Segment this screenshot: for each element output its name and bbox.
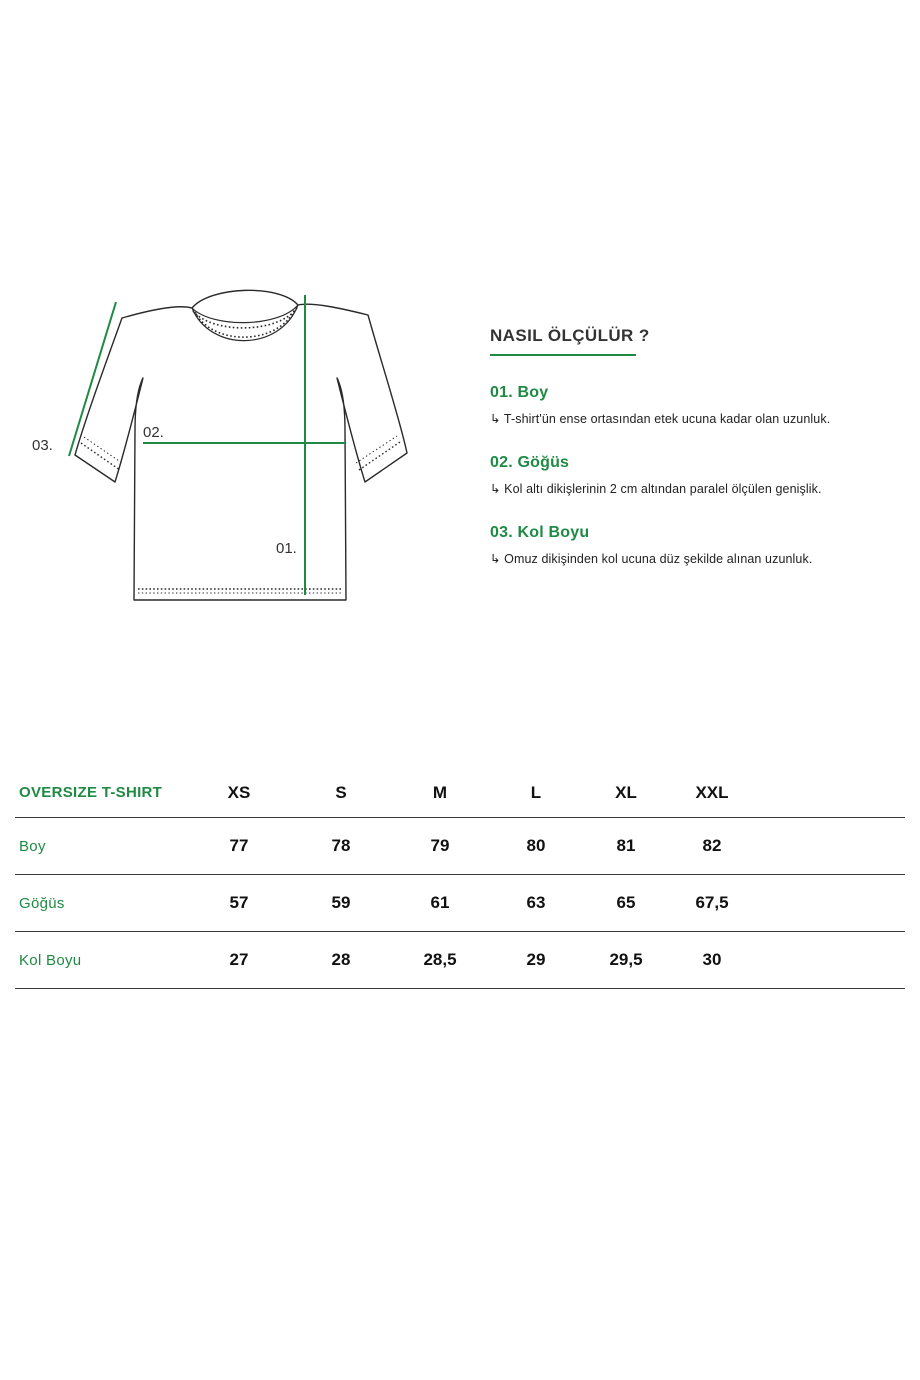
table-header-row: [15, 768, 905, 818]
table-cell: 79: [430, 836, 450, 855]
howto-desc-boy: ↳ T-shirt'ün ense ortasından etek ucuna kadar olan uzunluk.: [490, 412, 831, 426]
tshirt-outline: [75, 290, 407, 600]
howto-desc-kolboyu: ↳ Omuz dikişinden kol ucuna düz şekilde alınan uzunluk.: [490, 552, 813, 566]
row-label-boy: Boy: [19, 837, 46, 855]
measure-label-01: 01.: [276, 540, 297, 557]
howto-heading-gogus: 02. Göğüs: [490, 454, 570, 471]
table-cell: 28,5: [423, 950, 457, 969]
table-cell: 57: [229, 893, 249, 912]
table-cell: 61: [430, 893, 450, 912]
right-cuff-stitch: [359, 442, 400, 470]
col-header-l: L: [530, 782, 542, 802]
right-cuff-stitch-2: [356, 436, 397, 463]
table-cell: 63: [526, 893, 546, 912]
table-title: OVERSIZE T-SHIRT: [19, 784, 163, 801]
collar-inner-arc: [192, 305, 298, 323]
col-header-s: S: [335, 782, 347, 802]
table-cell: 59: [331, 893, 351, 912]
table-cell: 82: [702, 836, 722, 855]
table-cell: 80: [526, 836, 546, 855]
howto-item-boy: [490, 384, 892, 426]
tshirt-diagram: [32, 270, 430, 615]
tshirt-drawing-svg: [60, 270, 430, 615]
howto-item-kolboyu: [490, 524, 892, 566]
table-row-boy: [15, 818, 905, 875]
howto-heading-kolboyu: 03. Kol Boyu: [490, 524, 590, 541]
howto-section: [490, 326, 892, 566]
measure-label-03: 03.: [32, 437, 53, 454]
howto-title: NASIL ÖLÇÜLÜR ?: [490, 326, 650, 345]
table-row-gogus: [15, 875, 905, 932]
row-label-kolboyu: Kol Boyu: [19, 951, 82, 969]
table-row-kolboyu: [15, 932, 905, 989]
table-cell: 30: [702, 950, 722, 969]
row-label-gogus: Göğüs: [19, 894, 65, 912]
table-cell: 67,5: [695, 893, 729, 912]
howto-item-gogus: [490, 454, 892, 496]
size-table: [15, 768, 905, 989]
table-cell: 29: [526, 950, 546, 969]
left-cuff-stitch-2: [84, 437, 122, 463]
col-header-xxl: XXL: [695, 782, 729, 802]
table-cell: 65: [616, 893, 636, 912]
col-header-m: M: [432, 782, 448, 802]
table-cell: 29,5: [609, 950, 643, 969]
title-underline: [490, 354, 636, 356]
measure-label-02: 02.: [143, 424, 164, 441]
table-cell: 77: [229, 836, 249, 855]
table-cell: 81: [616, 836, 636, 855]
table-cell: 28: [331, 950, 351, 969]
table-cell: 27: [229, 950, 249, 969]
col-header-xl: XL: [615, 782, 637, 802]
measure-line-03: [69, 302, 116, 456]
left-cuff-stitch: [81, 443, 120, 470]
howto-desc-gogus: ↳ Kol altı dikişlerinin 2 cm altından paralel ölçülen genişlik.: [490, 482, 822, 496]
howto-heading-boy: 01. Boy: [490, 384, 549, 401]
col-header-xs: XS: [227, 782, 251, 802]
table-cell: 78: [331, 836, 351, 855]
